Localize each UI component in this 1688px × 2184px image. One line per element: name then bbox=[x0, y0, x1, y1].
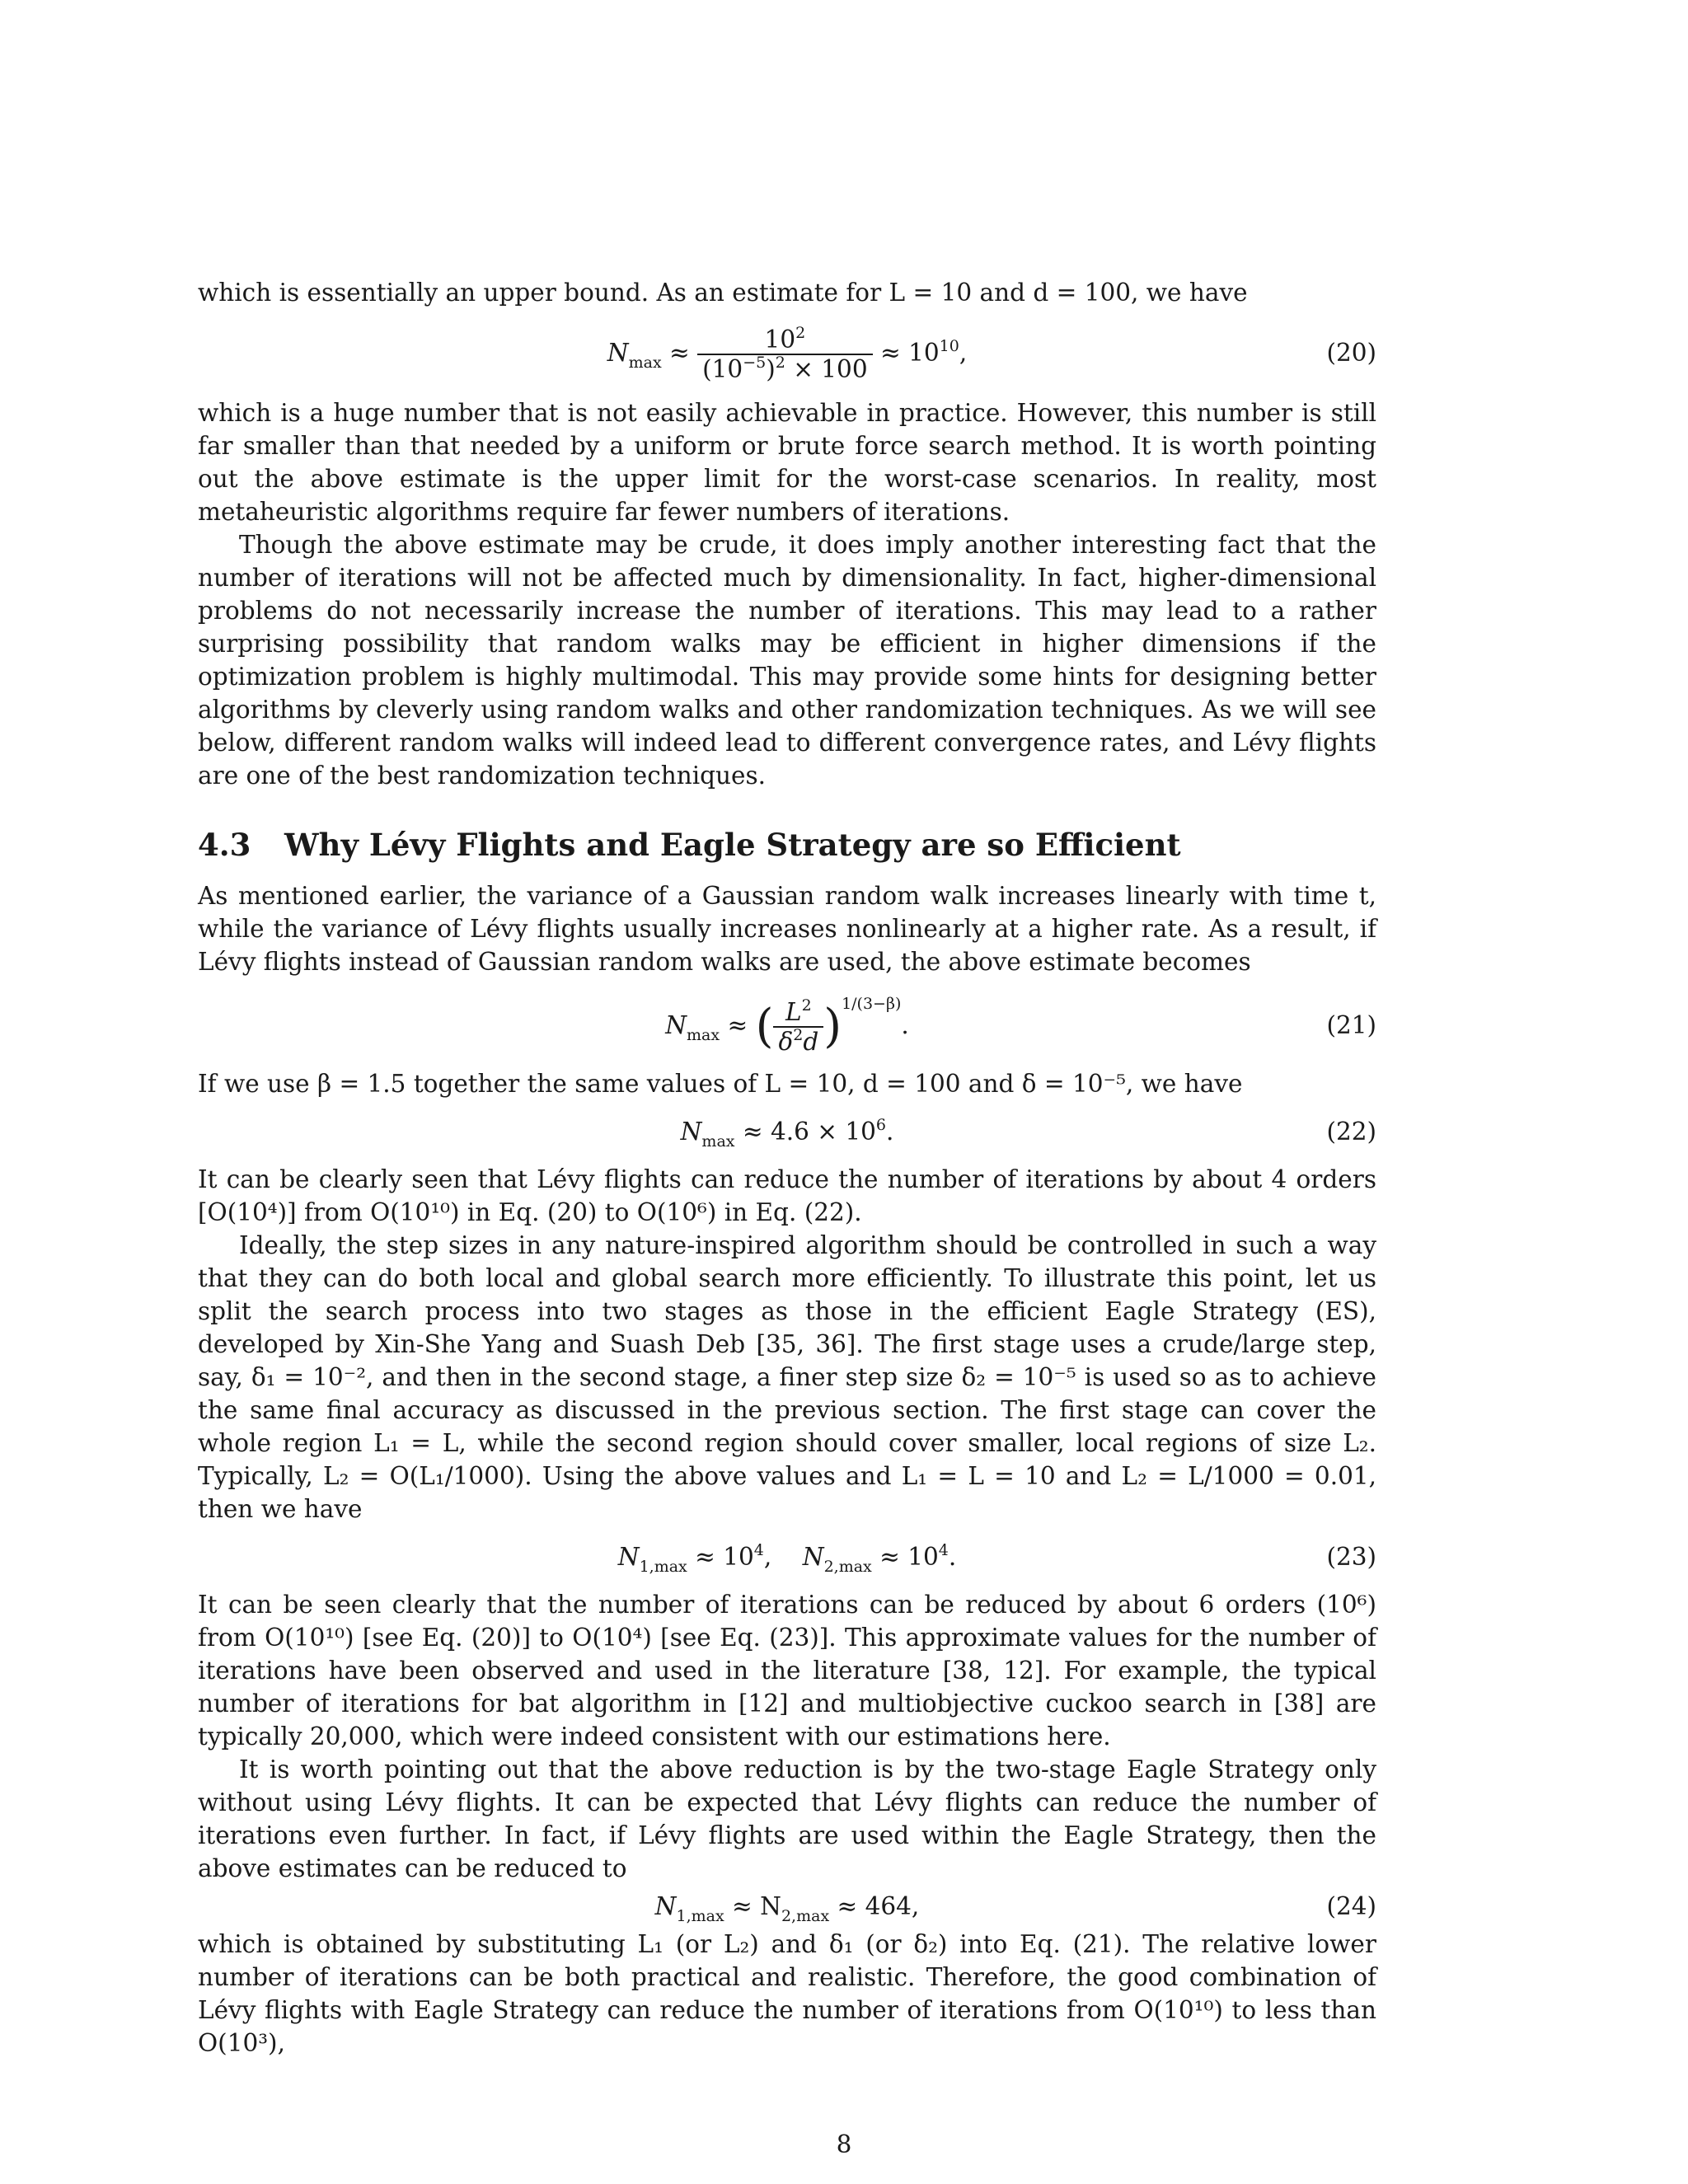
equation-22 bbox=[198, 1115, 1376, 1151]
paragraph: which is essentially an upper bound. As an estimate for L = 10 and d = 100, we have bbox=[198, 279, 1248, 307]
equation-body: $N_{1,max} \approx N_{2,max} \approx 464$, bbox=[654, 1892, 920, 1925]
denominator: $(10^{-5})^2 \times 100$ bbox=[702, 354, 868, 383]
paper-page bbox=[198, 276, 1376, 2060]
paragraph: If we use β = 1.5 together the same values of L = 10, d = 100 and δ = 10⁻⁵, we have bbox=[198, 1070, 1243, 1098]
equation-body: $N_{max}$ ≈ $\frac{10^2}{(10^{-5})^2 \times 100}$ ≈ $10^{10}$, bbox=[607, 324, 968, 383]
equation-body: $N_{1,max} \approx 10^4$, $N_{2,max} \approx 10^4$. bbox=[617, 1541, 957, 1576]
section-title: Why Lévy Flights and Eagle Strategy are so Efficient bbox=[284, 827, 1181, 863]
equation-24 bbox=[198, 1890, 1376, 1923]
equation-23 bbox=[198, 1540, 1376, 1576]
paragraph: It is worth pointing out that the above reduction is by the two-stage Eagle Strategy only without using Lévy flights. It can be expected that Lévy flights can reduce the number of iterations even further. In fact, if Lévy flights are used within the Eagle Strategy, then the above estimates can be reduced to bbox=[198, 1755, 1376, 1882]
paragraph: Ideally, the step sizes in any nature-inspired algorithm should be controlled in such a way that they can do both local and global search more efficiently. To illustrate this point, let us split the search process into two stages as those in the efficient Eagle Strategy (ES), developed by Xin-She Yang and Suash Deb [35, 36]. The first stage uses a crude/large step, say, δ₁ = 10⁻², and then in the second stage, a finer step size δ₂ = 10⁻⁵ is used so as to achieve the same final accuracy as discussed in the previous section. The first stage can cover the whole region L₁ = L, while the second region should cover smaller, local regions of size L₂. Typically, L₂ = O(L₁/1000). Using the above values and L₁ = L = 10 and L₂ = L/1000 = 0.01, then we have bbox=[198, 1231, 1376, 1523]
paragraph: which is a huge number that is not easily achievable in practice. However, this number is still far smaller than that needed by a uniform or brute force search method. It is worth pointing out the above estimate is the upper limit for the worst-case scenarios. In reality, most metaheuristic algorithms require far fewer numbers of iterations. bbox=[198, 399, 1376, 526]
numerator: $L^2$ bbox=[773, 998, 823, 1028]
paragraph: As mentioned earlier, the variance of a Gaussian random walk increases linearly with time t, while the variance of Lévy flights usually increases nonlinearly at a higher rate. As a result, if Lévy flights instead of Gaussian random walks are used, the above estimate becomes bbox=[198, 882, 1376, 976]
section-heading bbox=[198, 825, 1376, 865]
equation-body: $N_{max} \approx 4.6 \times 10^6$. bbox=[680, 1116, 894, 1151]
paragraph: Though the above estimate may be crude, it does imply another interesting fact that the number of iterations will not be affected much by dimensionality. In fact, higher-dimensional problems do not necessarily increase the number of iterations. This may lead to a rather surprising possibility that random walks may be efficient in higher dimensions if the optimization problem is highly multimodal. This may provide some hints for designing better algorithms by cleverly using random walks and other randomization techniques. As we will see below, different random walks will indeed lead to different convergence rates, and Lévy flights are one of the best randomization techniques. bbox=[198, 531, 1376, 790]
paragraph: It can be clearly seen that Lévy flights can reduce the number of iterations by about 4 orders [O(10⁴)] from O(10¹⁰) in Eq. (20) to O(10⁶) in Eq. (22). bbox=[198, 1165, 1376, 1226]
equation-number: (24) bbox=[1326, 1892, 1376, 1920]
page-number: 8 bbox=[836, 2130, 852, 2158]
numerator: $10^2$ bbox=[697, 326, 872, 355]
equation-number: (22) bbox=[1326, 1118, 1376, 1146]
equation-21 bbox=[198, 988, 1376, 1062]
equation-number: (23) bbox=[1326, 1543, 1376, 1571]
equation-body: $N_{max}$ ≈ ( $\frac{L^2}{\delta^2d}$ )$^{1/(3-\beta)}$. bbox=[665, 995, 909, 1056]
equation-number: (21) bbox=[1326, 1011, 1376, 1039]
section-number: 4.3 bbox=[198, 827, 251, 863]
denominator: $\delta^2d$ bbox=[778, 1026, 819, 1056]
fraction bbox=[773, 998, 823, 1056]
equation-number: (20) bbox=[1326, 339, 1376, 367]
paragraph: which is obtained by substituting L₁ (or L₂) and δ₁ (or δ₂) into Eq. (21). The relative lower number of iterations can be both practical and realistic. Therefore, the good combination of Lévy flights with Eagle Strategy can reduce the number of iterations from O(10¹⁰) to less than O(10³), bbox=[198, 1930, 1376, 2057]
paragraph: It can be seen clearly that the number of iterations can be reduced by about 6 orders (10⁶) from O(10¹⁰) [see Eq. (20)] to O(10⁴) [see Eq. (23)]. This approximate values for the number of iterations have been observed and used in the literature [38, 12]. For example, the typical number of iterations for bat algorithm in [12] and multiobjective cuckoo search in [38] are typically 20,000, which were indeed consistent with our estimations here. bbox=[198, 1591, 1376, 1750]
fraction bbox=[697, 326, 872, 383]
equation-20 bbox=[198, 316, 1376, 390]
